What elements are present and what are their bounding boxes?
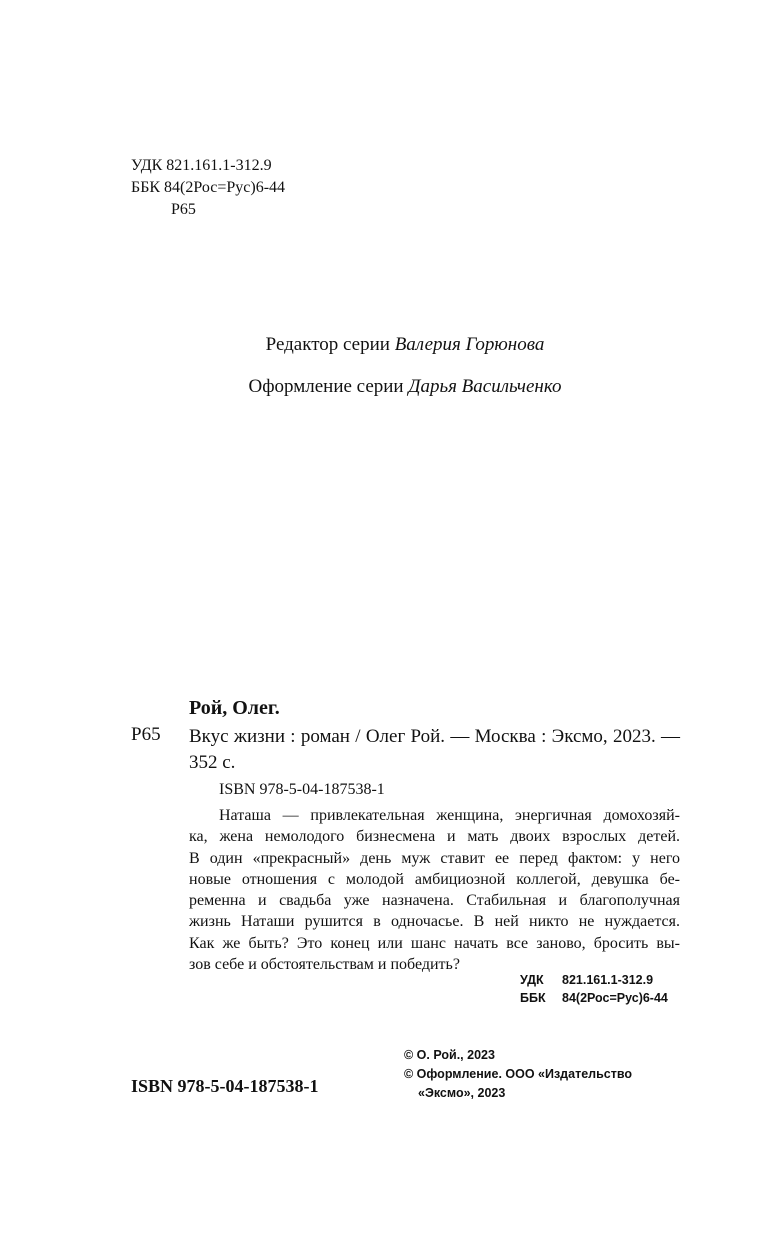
footer-isbn: ISBN 978-5-04-187538-1 bbox=[131, 1076, 319, 1096]
series-editor-role: Редактор серии bbox=[265, 334, 390, 355]
udk-code: УДК 821.161.1-312.9 bbox=[131, 157, 272, 174]
classification-block bbox=[131, 155, 285, 221]
bibliographic-description: Вкус жизни : роман / Олег Рой. — Москва : Эксмо, 2023. — 352 с. bbox=[189, 726, 680, 773]
annotation-line: В один «прекрасный» день муж ставит ее перед фактом: у него bbox=[189, 849, 680, 867]
annotation-line: Как же быть? Это конец или шанс начать все заново, бросить вы- bbox=[189, 934, 680, 952]
copyright-block bbox=[404, 1046, 632, 1103]
annotation-line: Наташа — привлекательная женщина, энергичная домохозяй- bbox=[219, 807, 680, 824]
catalog-bbk bbox=[520, 989, 668, 1007]
annotation-line: жизнь Наташи рушится в одночасье. В ней никто не нуждается. bbox=[189, 913, 680, 931]
annotation-line: новые отношения с молодой амбициозной коллегой, девушка бе- bbox=[189, 870, 680, 888]
series-design-role: Оформление серии bbox=[248, 376, 404, 397]
author-mark: Р65 bbox=[171, 201, 196, 218]
catalog-bbk-label: ББК bbox=[520, 991, 546, 1005]
catalog-isbn: ISBN 978-5-04-187538-1 bbox=[219, 781, 385, 798]
catalog-author-mark: Р65 bbox=[131, 724, 161, 745]
catalog-udk-value: 821.161.1-312.9 bbox=[562, 973, 654, 987]
catalog-codes bbox=[520, 971, 668, 1007]
series-editor-credit bbox=[0, 334, 768, 356]
copyright-design-line2: «Эксмо», 2023 bbox=[418, 1086, 506, 1100]
copyright-design-line1: © Оформление. ООО «Издательство bbox=[404, 1067, 632, 1081]
author-heading: Рой, Олег. bbox=[189, 697, 280, 719]
copyright-author: © О. Рой., 2023 bbox=[404, 1048, 495, 1062]
series-design-credit bbox=[0, 376, 768, 398]
annotation-line: ка, жена немолодого бизнесмена и мать двоих взрослых детей. bbox=[189, 828, 680, 846]
series-design-name: Дарья Васильченко bbox=[408, 376, 562, 397]
series-editor-name: Валерия Горюнова bbox=[394, 334, 545, 355]
annotation-line: ременна и свадьба уже назначена. Стабильная и благополучная bbox=[189, 892, 680, 910]
catalog-udk-label: УДК bbox=[520, 973, 544, 987]
annotation bbox=[189, 805, 680, 975]
catalog-udk bbox=[520, 971, 668, 989]
bbk-code: ББК 84(2Рос=Рус)6-44 bbox=[131, 179, 286, 196]
annotation-line: зов себе и обстоятельствам и победить? bbox=[189, 956, 460, 974]
catalog-bbk-value: 84(2Рос=Рус)6-44 bbox=[562, 991, 668, 1005]
